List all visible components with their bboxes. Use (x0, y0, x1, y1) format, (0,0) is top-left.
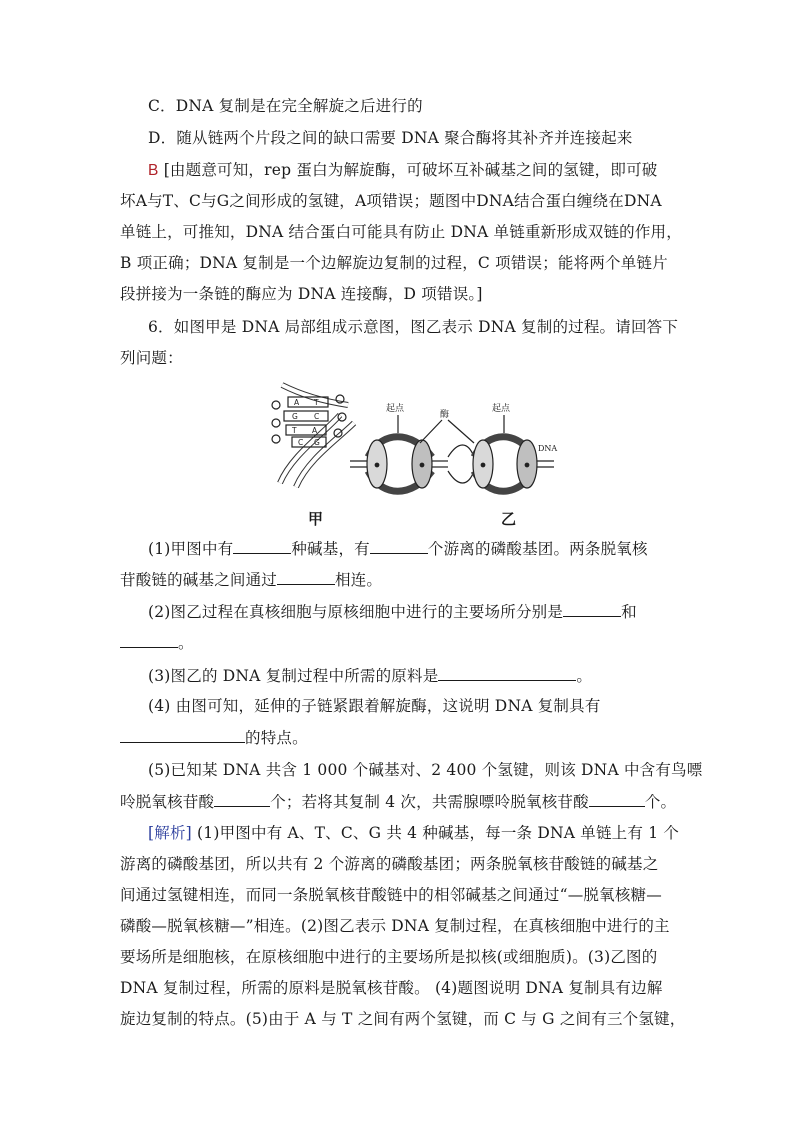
answer-line-4: B 项正确；DNA 复制是一个边解旋边复制的过程，C 项错误；能将两个单链片 (120, 254, 668, 272)
figure-label-jia: 甲 (308, 510, 324, 528)
q4-blank (120, 727, 245, 743)
question-6-stem: 6．如图甲是 DNA 局部组成示意图，图乙表示 DNA 复制的过程。请回答下 (148, 318, 679, 336)
base-pair-4-left: C (298, 438, 304, 447)
q5-text-b: 个；若将其复制 4 次，共需腺嘌呤脱氧核苷酸 (270, 793, 589, 811)
analysis-line-6: DNA 复制过程，所需的原料是脱氧核苷酸。 (4)题图说明 DNA 复制具有边解 (120, 979, 663, 997)
base-pair-2-left: G (292, 412, 298, 421)
q3-text-a: (3)图乙的 DNA 复制过程中所需的原料是 (148, 667, 439, 685)
q3-line (148, 665, 704, 686)
analysis-line-3: 间通过氢键相连，而同一条脱氧核苷酸链中的相邻碱基之间通过“—脱氧核糖— (120, 886, 662, 904)
q3-blank (438, 665, 576, 681)
q5-text-a: 呤脱氧核苷酸 (120, 793, 215, 811)
base-pair-2-right: C (314, 412, 320, 421)
q5-line-1: (5)已知某 DNA 共含 1 000 个碱基对、2 400 个氢键，则该 DNA 中含有鸟嘌 (148, 761, 703, 779)
q2-blank-2 (120, 632, 178, 648)
base-pair-4-right: G (314, 438, 320, 447)
analysis-line-1 (148, 823, 704, 843)
q2-text-a: (2)图乙过程在真核细胞与原核细胞中进行的主要场所分别是 (148, 603, 564, 621)
base-pair-1-left: A (294, 398, 300, 407)
q4-line-2 (120, 727, 676, 748)
q4-line-1: (4) 由图可知，延伸的子链紧跟着解旋酶，这说明 DNA 复制具有 (148, 697, 601, 715)
answer-line-5: 段拼接为一条链的酶应为 DNA 连接酶，D 项错误。] (120, 285, 483, 303)
analysis-text-1: (1)甲图中有 A、T、C、G 共 4 种碱基，每一条 DNA 单链上有 1 个 (197, 824, 680, 842)
q1-text-b: 种碱基，有 (291, 540, 370, 558)
q5-blank-2 (589, 791, 645, 807)
option-d: D．随从链两个片段之间的缺口需要 DNA 聚合酶将其补齐并连接起来 (148, 129, 633, 147)
option-c: C．DNA 复制是在完全解旋之后进行的 (148, 97, 423, 115)
q1-blank-2 (370, 538, 428, 554)
dna-figure-svg (262, 375, 582, 525)
q1-text-e: 相连。 (335, 571, 383, 589)
answer-letter: B (148, 162, 159, 179)
q2-text-b: 和 (621, 603, 637, 621)
label-qidian-right: 起点 (492, 404, 511, 414)
q2-line-1 (148, 601, 704, 622)
q5-blank-1 (214, 791, 270, 807)
q3-text-b: 。 (576, 667, 593, 685)
answer-text: [由题意可知，rep 蛋白为解旋酶，可破坏互补碱基之间的氢键，即可破 (163, 161, 658, 179)
base-pair-3-left: T (292, 426, 297, 435)
figure-yi-drawing (350, 415, 554, 491)
answer-line-1 (148, 160, 704, 181)
q1-line-2 (120, 569, 676, 590)
analysis-line-4: 磷酸—脱氧核糖—”相连。(2)图乙表示 DNA 复制过程，在真核细胞中进行的主 (120, 917, 670, 935)
analysis-tag: [解析] (148, 824, 192, 842)
answer-line-3: 单链上，可推知，DNA 结合蛋白可能具有防止 DNA 单链重新形成双链的作用， (120, 223, 682, 241)
analysis-line-7: 旋边复制的特点。(5)由于 A 与 T 之间有两个氢键，而 C 与 G 之间有三个氢键， (120, 1010, 686, 1028)
q1-blank-3 (277, 569, 335, 585)
q1-text-d: 苷酸链的碱基之间通过 (120, 571, 278, 589)
base-pair-3-right: A (312, 426, 318, 435)
figure-label-yi: 乙 (501, 510, 517, 528)
q5-text-c: 个。 (644, 793, 677, 811)
q1-blank-1 (233, 538, 291, 554)
q2-blank-1 (563, 601, 621, 617)
answer-line-2: 坏A与T、C与G之间形成的氢键，A项错误；题图中DNA结合蛋白缠绕在DNA (120, 192, 662, 210)
label-qidian-left: 起点 (386, 404, 405, 414)
label-dna: DNA (538, 444, 558, 453)
q2-text-c: 。 (178, 634, 194, 652)
label-mei: 酶 (440, 410, 450, 420)
q1-text-c: 个游离的磷酸基团。两条脱氧核 (427, 540, 648, 558)
q4-text: 的特点。 (245, 729, 308, 747)
q2-line-2 (120, 632, 676, 653)
analysis-line-5: 要场所是细胞核，在原核细胞中进行的主要场所是拟核(或细胞质)。(3)乙图的 (120, 948, 658, 966)
analysis-line-2: 游离的磷酸基团，所以共有 2 个游离的磷酸基团；两条脱氧核苷酸链的碱基之 (120, 855, 659, 873)
dna-figure (262, 375, 582, 525)
question-6-stem-cont: 列问题： (120, 349, 183, 367)
figure-jia-drawing (272, 385, 354, 487)
q5-line-2 (120, 791, 676, 812)
q1-line-1 (148, 538, 704, 559)
q1-text-a: (1)甲图中有 (148, 540, 234, 558)
base-pair-1-right: T (314, 398, 319, 407)
